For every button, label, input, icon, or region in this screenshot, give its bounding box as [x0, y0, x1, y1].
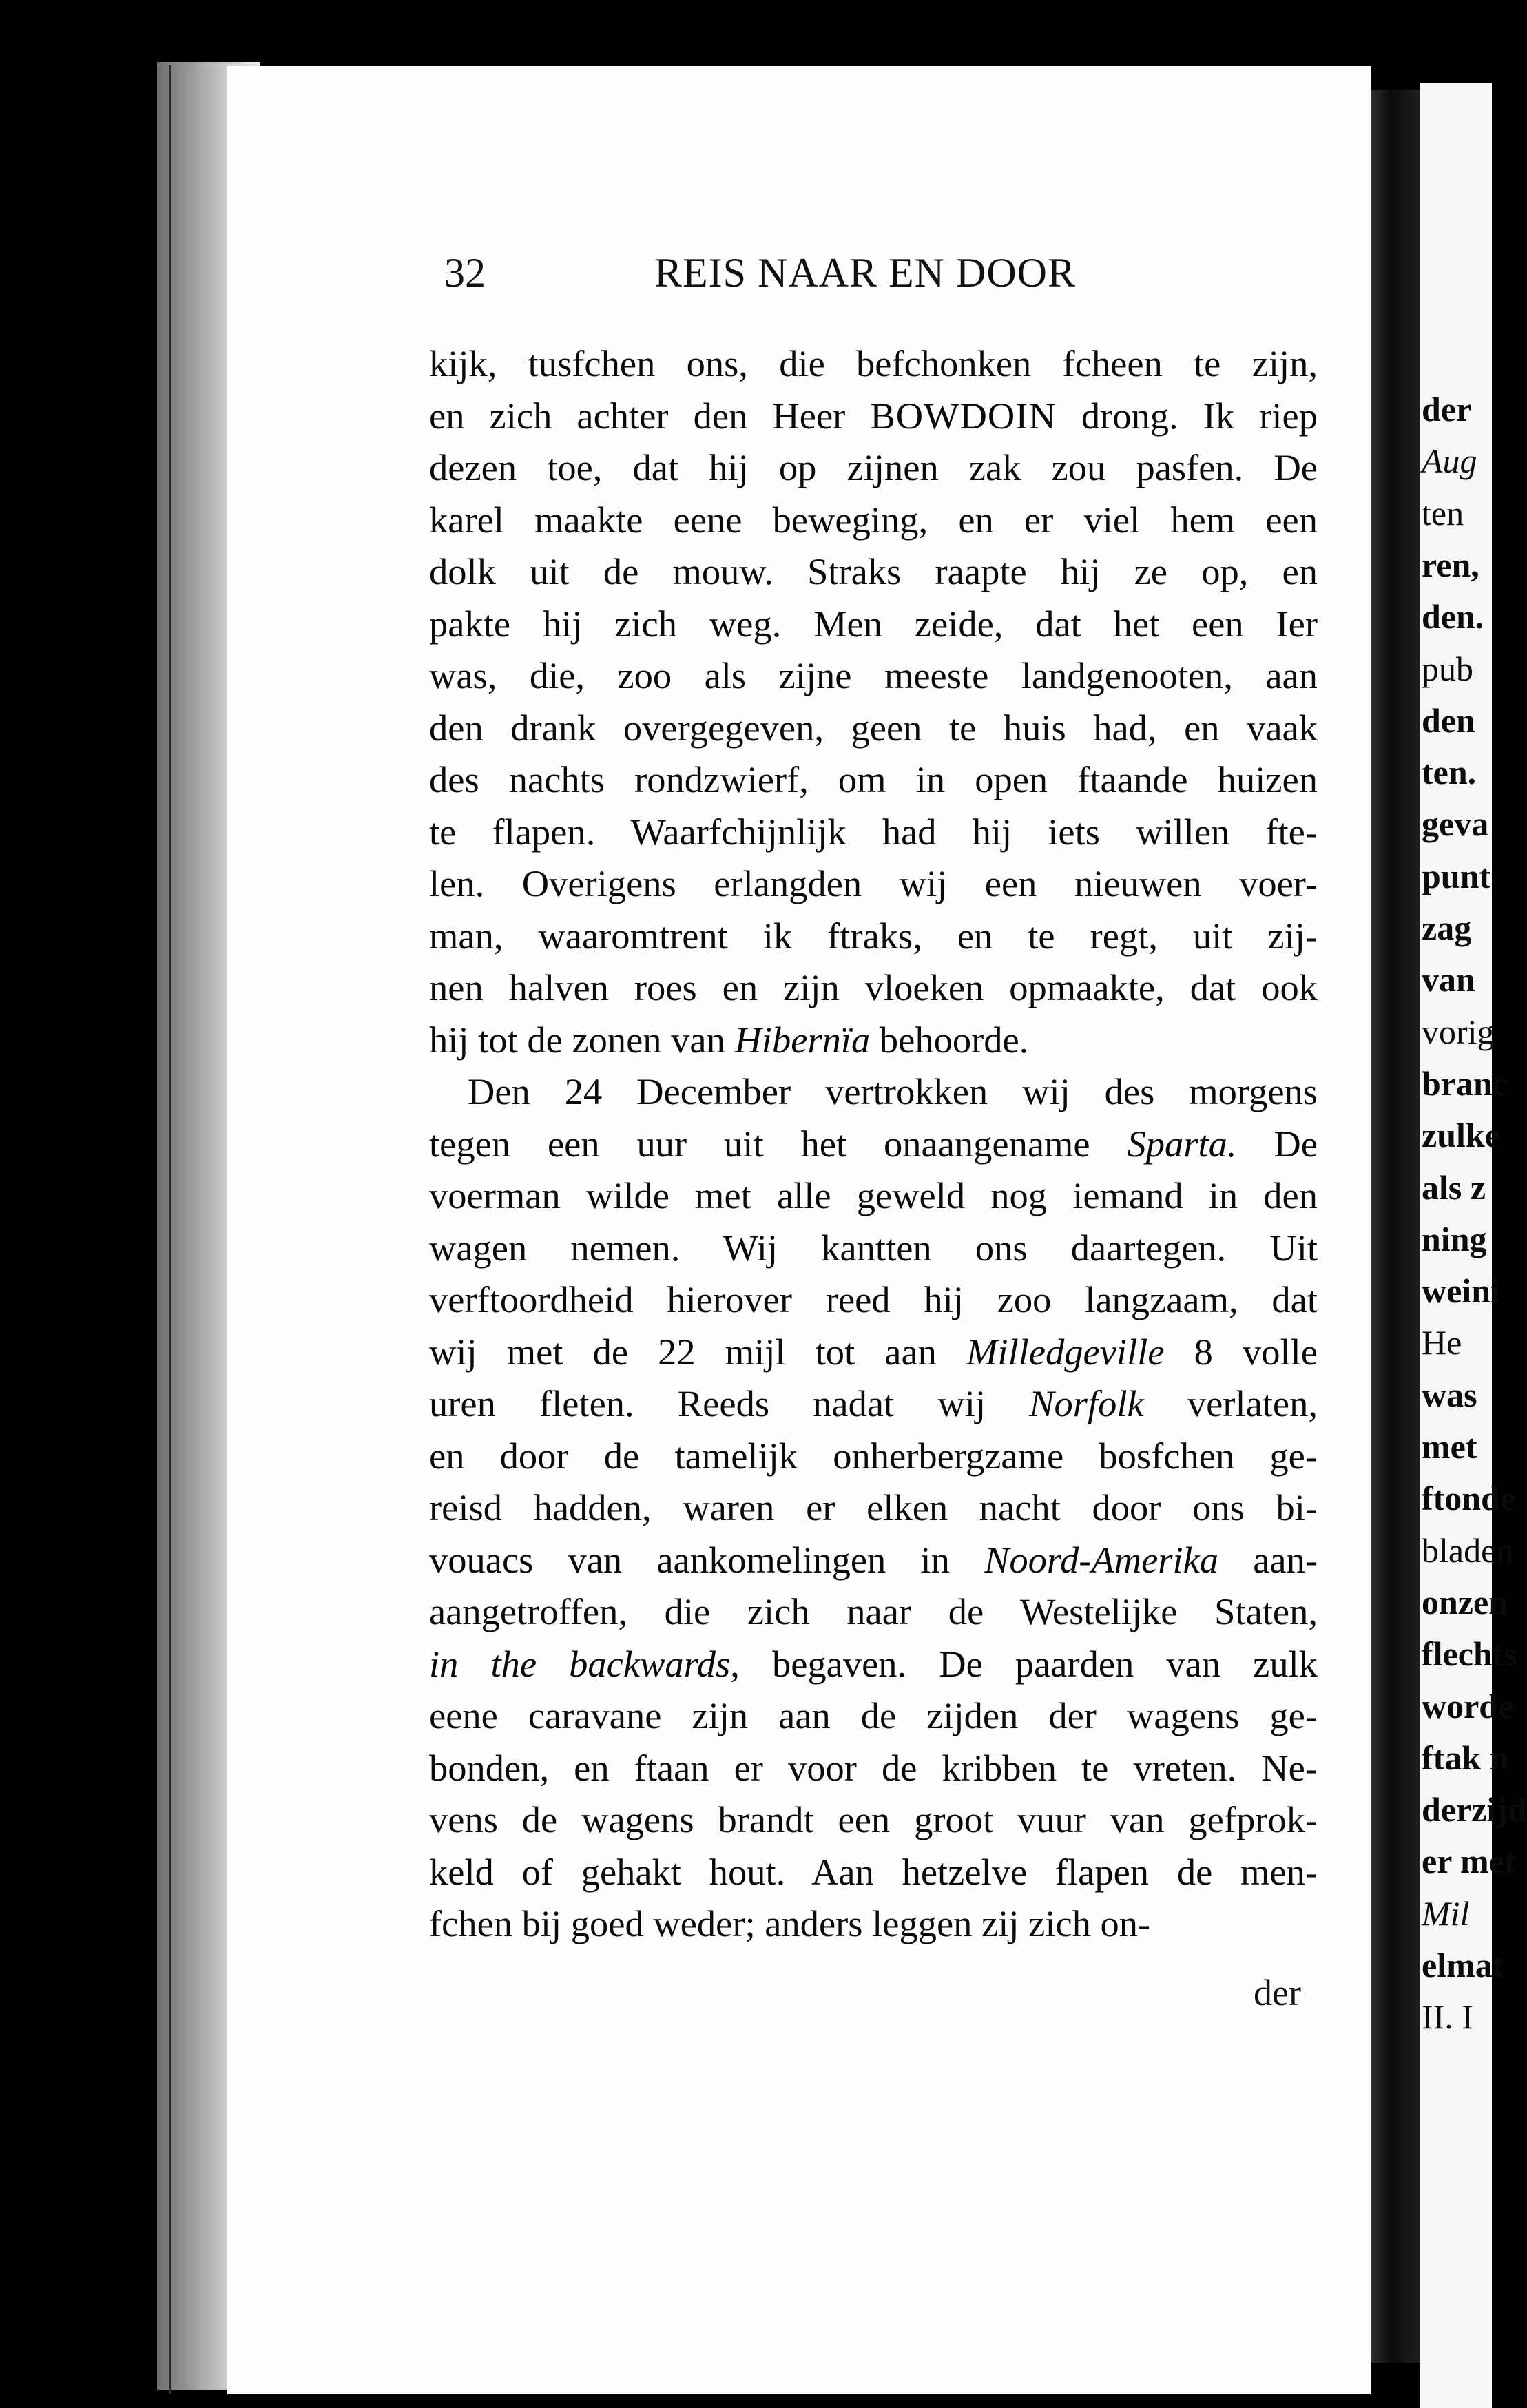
facing-page-line: Mil [1422, 1893, 1470, 1933]
italic-term: in the backwards [429, 1642, 731, 1685]
text-line: Den 24 December vertrokken wij des morgens [468, 1070, 1318, 1112]
text-line: des nachts rondzwierf, om in open ftaande huizen [429, 758, 1318, 800]
text-line: man, waaromtrent ik ftraks, en te regt, uit zij- [429, 914, 1318, 957]
facing-page-line: vorig [1422, 1012, 1495, 1051]
facing-page-line: onzen [1422, 1582, 1508, 1621]
text-line: uren fleten. Reeds nadat wij Norfolk verlaten, [429, 1382, 1318, 1424]
text-line: wagen nemen. Wij kantten ons daartegen. Uit [429, 1226, 1318, 1269]
text-line: pakte hij zich weg. Men zeide, dat het een Ier [429, 602, 1318, 645]
text-line: en zich achter den Heer BOWDOIN drong. Ik riep [429, 394, 1318, 437]
text-line: in the backwards, begaven. De paarden van zulk [429, 1642, 1318, 1685]
facing-page-line: ten. [1422, 753, 1477, 792]
facing-page-line: als z [1422, 1167, 1486, 1207]
facing-page-line: ten [1422, 493, 1464, 532]
facing-page-line: den. [1422, 597, 1484, 636]
text-line: te flapen. Waarfchijnlijk had hij iets willen fte- [429, 810, 1318, 853]
body-text [429, 338, 1318, 1950]
text-line: wij met de 22 mijl tot aan Milledgeville 8 volle [429, 1330, 1318, 1373]
facing-page-line: ftak n [1422, 1738, 1509, 1777]
facing-page-line: van [1422, 960, 1475, 999]
facing-page-line: geva [1422, 805, 1489, 844]
facing-page-line: flechts [1422, 1634, 1517, 1674]
text-line: keld of gehakt hout. Aan hetzelve flapen de men- [429, 1850, 1318, 1893]
facing-page-line: II. I [1422, 1997, 1473, 2037]
facing-page-line: Aug [1422, 442, 1477, 481]
running-head: REIS NAAR EN DOOR [654, 250, 1077, 295]
facing-page-line: punt [1422, 856, 1491, 895]
page-edge-line [169, 65, 171, 2394]
facing-page-line: weini [1422, 1272, 1500, 1311]
facing-page-line: zulke [1422, 1116, 1500, 1155]
facing-page-line: was [1422, 1375, 1477, 1414]
facing-page-fragment [1420, 83, 1527, 2408]
book-gutter [1371, 90, 1420, 2363]
facing-page-line: ftonde [1422, 1479, 1516, 1518]
italic-term: Milledgeville [966, 1330, 1165, 1373]
text-line: was, die, zoo als zijne meeste landgenooten, aan [429, 654, 1318, 696]
italic-term: Noord-Amerika [984, 1538, 1219, 1581]
facing-page-line: den [1422, 700, 1475, 740]
text-line: fchen bij goed weder; anders leggen zij zich on- [429, 1902, 1151, 1944]
facing-page-line: branc [1422, 1063, 1508, 1103]
facing-page-line: der [1422, 390, 1472, 428]
facing-page-line: elmat [1422, 1946, 1504, 1984]
text-line: nen halven roes en zijn vloeken opmaakte, dat ook [429, 966, 1318, 1008]
small-caps-name: BOWDOIN [870, 394, 1057, 437]
facing-page-line: bladen [1422, 1530, 1514, 1570]
text-line: tegen een uur uit het onaangename Sparta. De [429, 1122, 1318, 1165]
text-line: eene caravane zijn aan de zijden der wagens ge- [429, 1694, 1318, 1736]
text-line: len. Overigens erlangden wij een nieuwen voer- [429, 862, 1318, 904]
text-line: en door de tamelijk onherbergzame bosfchen ge- [429, 1434, 1318, 1477]
facing-page-line: ren, [1422, 545, 1479, 584]
text-line: voerman wilde met alle geweld nog iemand in den [429, 1174, 1318, 1216]
italic-term: Norfolk [1029, 1382, 1144, 1424]
text-line: den drank overgegeven, geen te huis had, en vaak [429, 706, 1318, 749]
italic-term: Sparta. [1127, 1122, 1237, 1165]
text-line: verftoordheid hierover reed hij zoo langzaam, dat [429, 1278, 1318, 1320]
facing-page-line: pub [1422, 649, 1473, 688]
facing-page-line: zag [1422, 909, 1472, 947]
facing-page-line: er met [1422, 1842, 1516, 1881]
facing-page-line: worde [1422, 1686, 1514, 1725]
text-line: vouacs van aankomelingen in Noord-Amerika aan- [429, 1538, 1318, 1581]
facing-page-line: derzijd [1422, 1790, 1527, 1829]
text-line: kijk, tusfchen ons, die befchonken fcheen te zijn, [429, 342, 1318, 384]
facing-page-line: He [1422, 1323, 1462, 1362]
facing-page-line: met [1422, 1427, 1477, 1466]
facing-page-line: ning [1422, 1219, 1487, 1258]
text-line: vens de wagens brandt een groot vuur van gefprok- [429, 1798, 1318, 1840]
text-line: dolk uit de mouw. Straks raapte hij ze op, en [429, 550, 1318, 592]
catchword: der [1254, 1972, 1301, 2013]
italic-term: Hibernïa [734, 1018, 871, 1061]
text-line: aangetroffen, die zich naar de Westelijke Staten, [429, 1590, 1318, 1632]
page-number: 32 [444, 250, 486, 295]
text-line: reisd hadden, waren er elken nacht door ons bi- [429, 1486, 1318, 1528]
text-line: hij tot de zonen van Hibernïa behoorde. [429, 1018, 1029, 1061]
text-line: bonden, en ftaan er voor de kribben te vreten. Ne- [429, 1746, 1318, 1789]
text-line: karel maakte eene beweging, en er viel hem een [429, 498, 1318, 541]
text-line: dezen toe, dat hij op zijnen zak zou pasfen. De [429, 446, 1318, 488]
